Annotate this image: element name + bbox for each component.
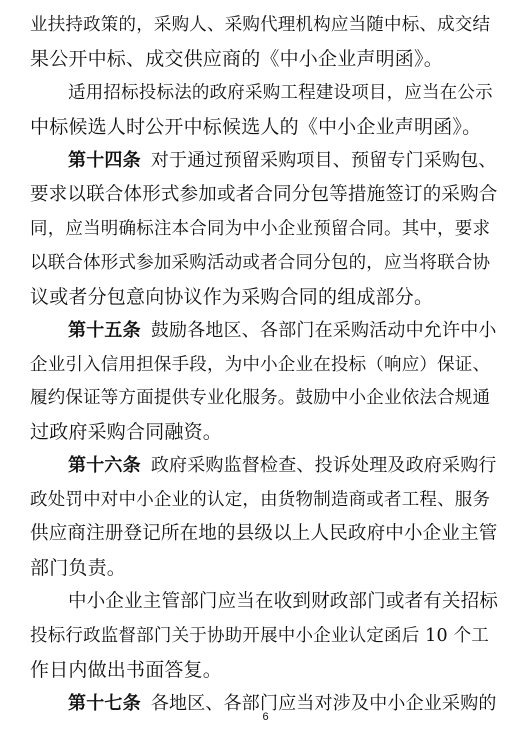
text-line: 以联合体形式参加采购活动或者合同分包的，应当将联合协: [30, 253, 491, 273]
text-line: 同，应当明确标注本合同为中小企业预留合同。其中，要求: [30, 219, 491, 239]
article-15-first-line: [68, 319, 497, 343]
text-line: 议或者分包意向协议作为采购合同的组成部分。: [30, 286, 434, 308]
text-line: 政府采购监督检查、投诉处理及政府采购行: [150, 455, 497, 476]
text-line: 履约保证等方面提供专业化服务。鼓励中小企业依法合规通: [30, 388, 491, 408]
article-14-first-line: [68, 149, 497, 173]
text-line: 投标行政监督部门关于协助开展中小企业认定函后 10 个工: [30, 626, 489, 646]
article-16-first-line: [68, 454, 497, 478]
article-16-label: 第十六条: [68, 455, 141, 476]
article-17-label: 第十七条: [68, 693, 141, 714]
text-line: 鼓励各地区、各部门在采购活动中允许中小: [150, 320, 497, 341]
text-line: 中小企业主管部门应当在收到财政部门或者有关招标: [68, 591, 499, 612]
text-line: 适用招标投标法的政府采购工程建设项目，应当在公示: [68, 83, 493, 103]
text-line: 过政府采购合同融资。: [30, 421, 223, 443]
text-line: 各地区、各部门应当对涉及中小企业采购的: [150, 693, 497, 714]
text-line: 作日内做出书面答复。: [30, 659, 223, 681]
text-line: 业扶持政策的，采购人、采购代理机构应当随中标、成交结: [30, 15, 491, 35]
article-14-label: 第十四条: [68, 150, 141, 171]
text-line: 供应商注册登记所在地的县级以上人民政府中小企业主管: [30, 523, 498, 544]
article-15-label: 第十五条: [68, 320, 141, 341]
text-line: 对于通过预留采购项目、预留专门采购包、: [150, 150, 497, 171]
text-line: 部门负责。: [30, 557, 127, 579]
text-line: 要求以联合体形式参加或者合同分包等措施签订的采购合: [30, 184, 498, 205]
text-line: 中标候选人时公开中标候选人的《中小企业声明函》。: [30, 116, 482, 138]
text-line: 果公开中标、成交供应商的《中小企业声明函》。: [30, 48, 443, 70]
page-number: 6: [262, 711, 269, 723]
text-line: 政处罚中对中小企业的认定，由货物制造商或者工程、服务: [30, 490, 491, 510]
text-line: 企业引入信用担保手段，为中小企业在投标（响应）保证、: [30, 355, 491, 375]
